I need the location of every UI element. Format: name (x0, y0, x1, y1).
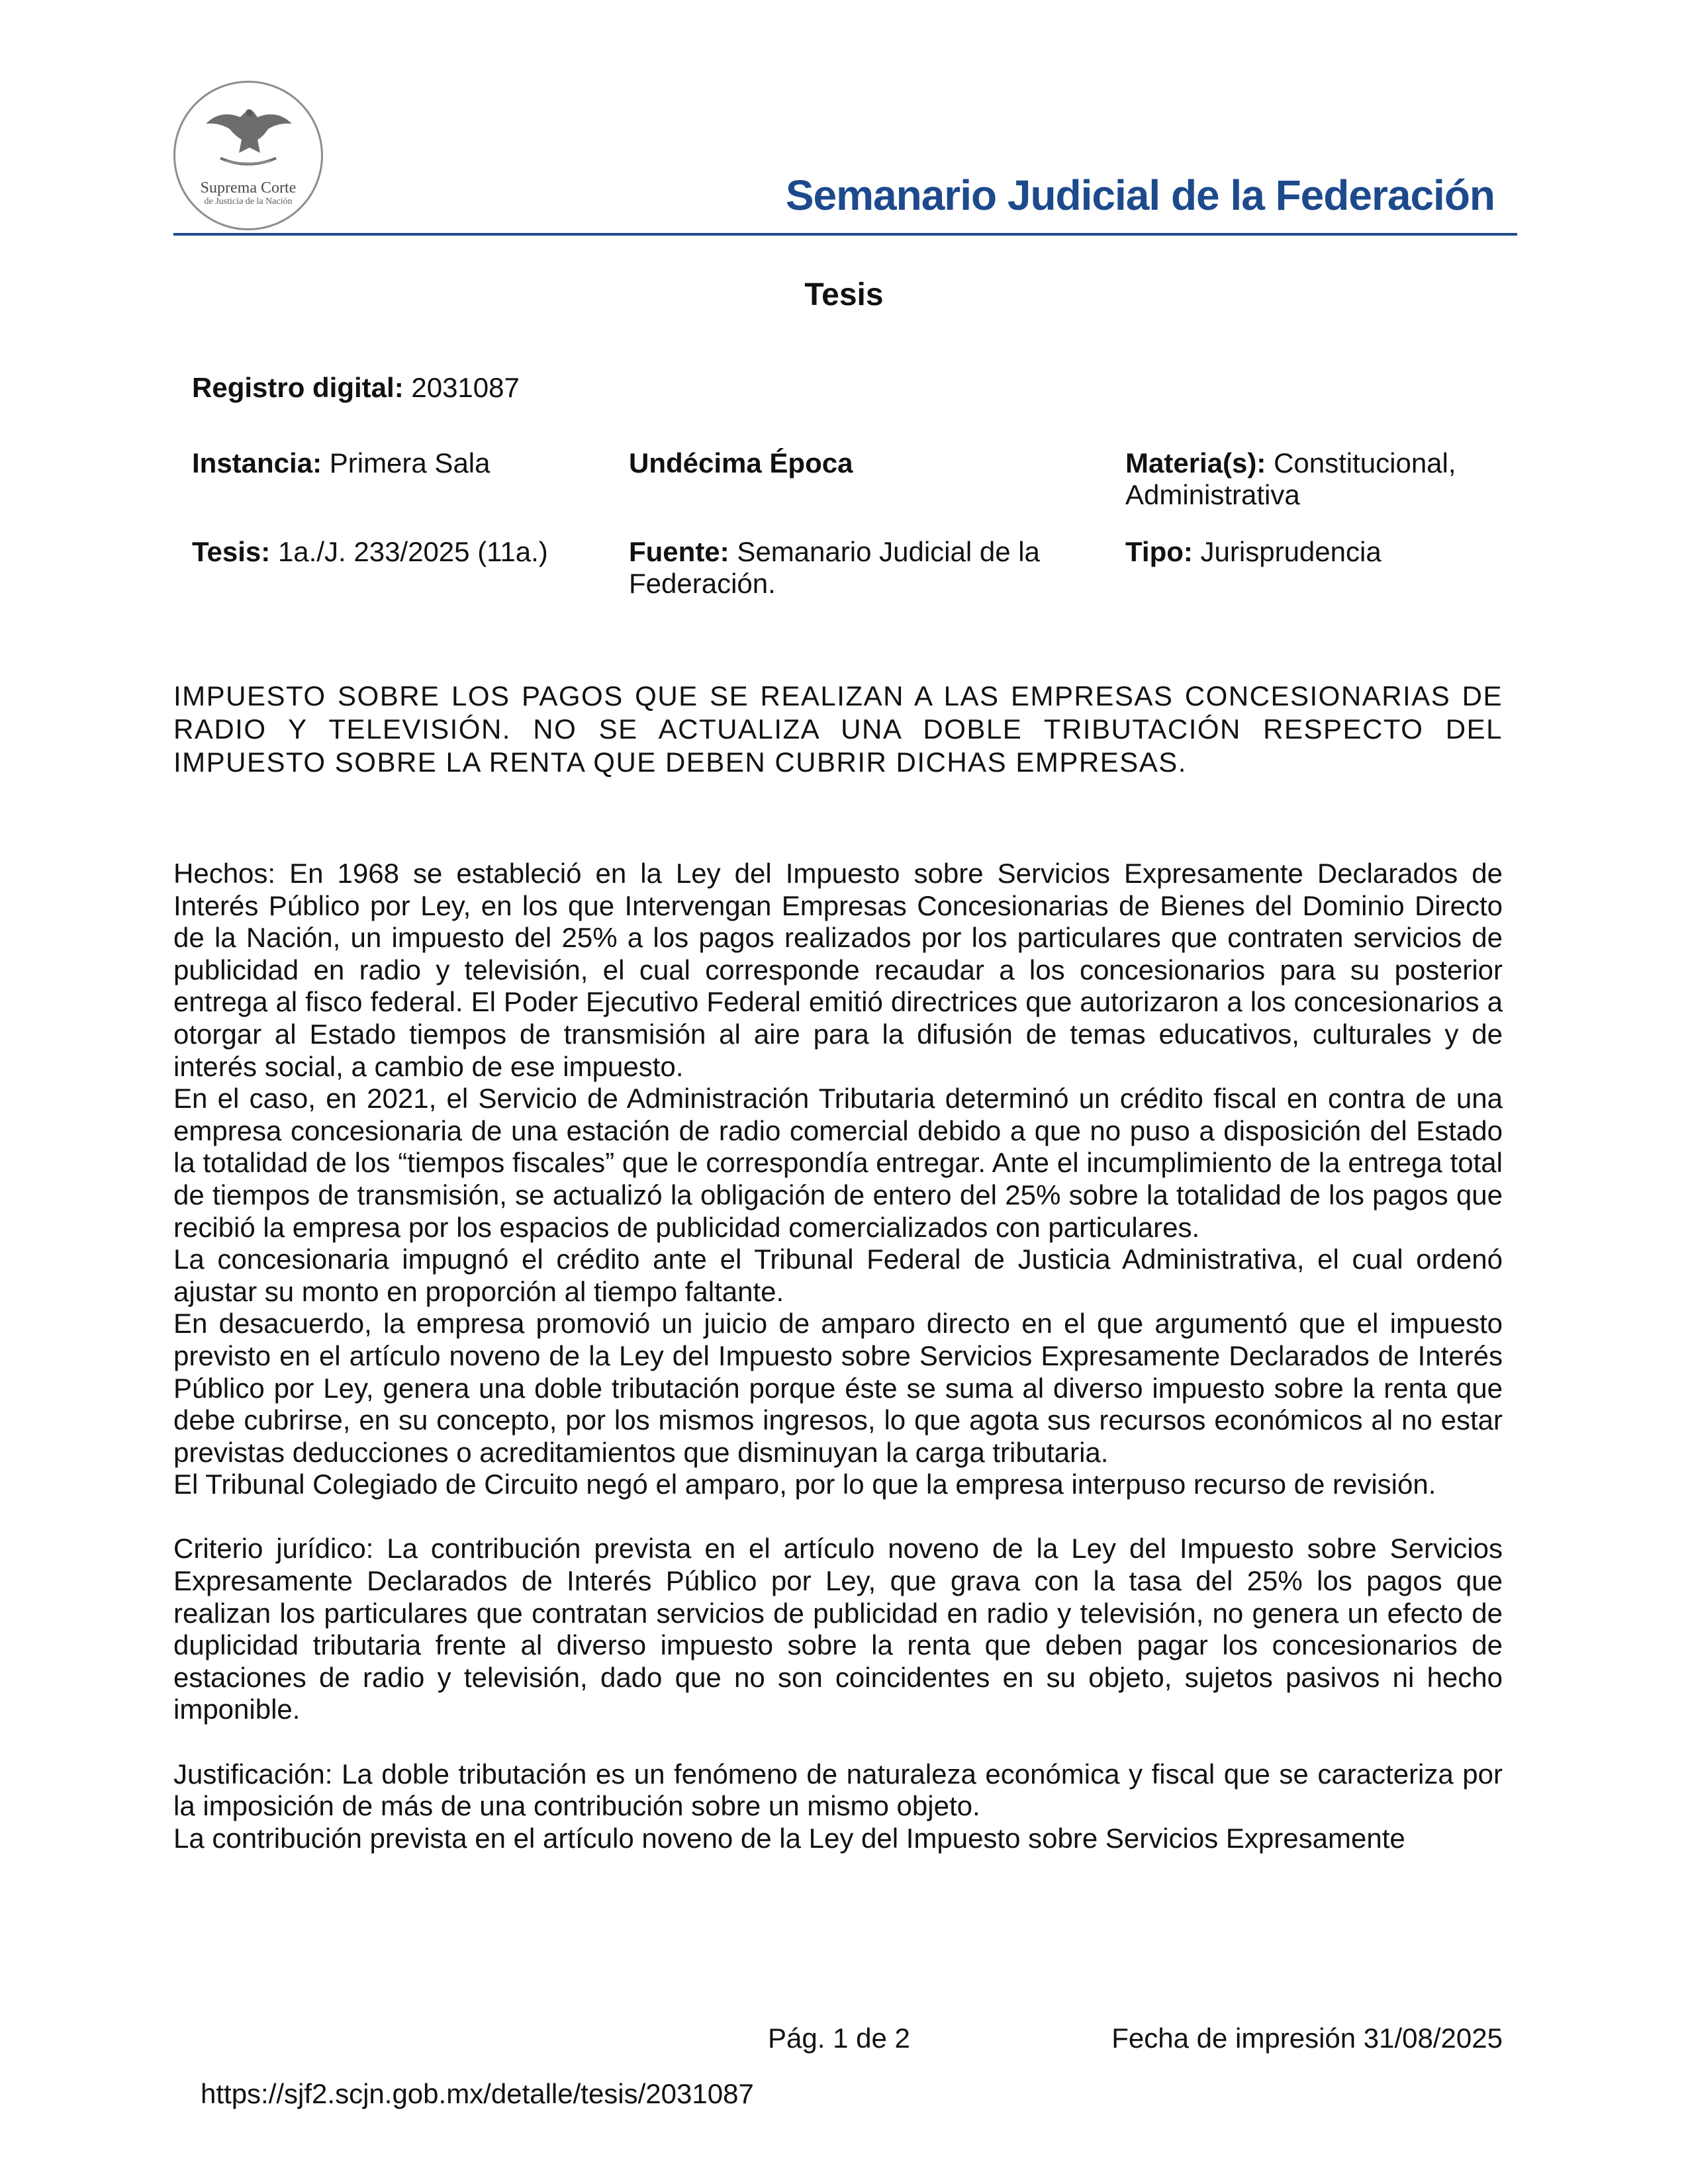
tipo-label: Tipo: (1125, 536, 1193, 567)
tesis-body (173, 858, 1503, 1854)
fuente-label: Fuente: (629, 536, 729, 567)
page-number: Pág. 1 de 2 (768, 2023, 910, 2054)
paragraph-justificacion: Justificación: La doble tributación es un fenómeno de naturaleza económica y fiscal que se caracteriza por la imposición de más de una contribución sobre un mismo objeto. (173, 1758, 1503, 1822)
fuente-value: Semanario Judicial de la Federación. (629, 536, 1040, 599)
tesis-field (192, 536, 548, 568)
registro-value: 2031087 (411, 372, 520, 403)
registro-field (192, 372, 520, 404)
paragraph-impugnacion: La concesionaria impugnó el crédito ante el Tribunal Federal de Justicia Administrativa, el cual ordenó ajustar su monto en proporción al tiempo faltante. (173, 1244, 1503, 1307)
instancia-label: Instancia: (192, 447, 322, 478)
print-date: Fecha de impresión 31/08/2025 (1111, 2023, 1503, 2054)
header-divider (173, 233, 1517, 236)
tesis-value: 1a./J. 233/2025 (11a.) (277, 536, 548, 567)
logo-subtitle: de Justicia de la Nación (204, 197, 293, 206)
materia-label: Materia(s): (1125, 447, 1266, 478)
logo-name: Suprema Corte (200, 179, 297, 197)
materia-field (1125, 447, 1509, 511)
tipo-field (1125, 536, 1382, 568)
document-title: Tesis (804, 277, 884, 312)
tipo-value: Jurisprudencia (1200, 536, 1382, 567)
materia-value: Constitucional, Administrativa (1125, 447, 1456, 510)
paragraph-amparo: En desacuerdo, la empresa promovió un juicio de amparo directo en el que argumentó que el impuesto previsto en el artículo noveno de la Ley del Impuesto sobre Servicios Expresamente Declarados de Interés Público por Ley, genera una doble tributación porque éste se suma al diverso impuesto sobre la renta que debe cubrirse, en su concepto, por los mismos ingresos, lo que agota sus recursos económicos al no estar previstas deducciones o acreditamientos que disminuyan la carga tributaria. (173, 1308, 1503, 1468)
paragraph-contribucion: La contribución prevista en el artículo noveno de la Ley del Impuesto sobre Servicios Expresamente (173, 1822, 1405, 1854)
epoca-value: Undécima Época (629, 447, 853, 478)
scjn-logo (173, 81, 323, 230)
instancia-value: Primera Sala (329, 447, 491, 478)
source-url: https://sjf2.scjn.gob.mx/detalle/tesis/2031087 (201, 2078, 754, 2109)
instancia-field (192, 447, 491, 479)
paragraph-hechos: Hechos: En 1968 se estableció en la Ley del Impuesto sobre Servicios Expresamente Declarados de Interés Público por Ley, en los que Intervengan Empresas Concesionarias de Bienes del Dominio Directo de la Nación, un impuesto del 25% a los pagos realizados por los particulares que contraten servicios de publicidad en radio y televisión, el cual corresponde recaudar a los concesionarios para su posterior entrega al fisco federal. El Poder Ejecutivo Federal emitió directrices que autorizaron a los concesionarios a otorgar al Estado tiempos de transmisión al aire para la difusión de temas educativos, culturales y de interés social, a cambio de ese impuesto. (173, 858, 1503, 1082)
paragraph-caso: En el caso, en 2021, el Servicio de Administración Tributaria determinó un crédito fiscal en contra de una empresa concesionaria de una estación de radio comercial debido a que no puso a disposición del Estado la totalidad de los “tiempos fiscales” que le correspondía entregar. Ante el incumplimiento de la entrega total de tiempos de transmisión, se actualizó la obligación de entero del 25% sobre la totalidad de los pagos que recibió la empresa por los espacios de publicidad comercializados con particulares. (173, 1083, 1503, 1243)
registro-label: Registro digital: (192, 372, 404, 403)
header-title: Semanario Judicial de la Federación (785, 171, 1495, 219)
epoca-field (629, 447, 853, 479)
eagle-emblem-icon (194, 97, 303, 177)
tesis-subject: IMPUESTO SOBRE LOS PAGOS QUE SE REALIZAN A LAS EMPRESAS CONCESIONARIAS DE RADIO Y TELEVISIÓN. NO SE ACTUALIZA UNA DOBLE TRIBUTACIÓN RESPECTO DEL IMPUESTO SOBRE LA RENTA QUE DEBEN CUBRIR DICHAS EMPRESAS. (173, 680, 1503, 778)
fuente-field (629, 536, 1086, 600)
tesis-label: Tesis: (192, 536, 271, 567)
paragraph-tribunal: El Tribunal Colegiado de Circuito negó el amparo, por lo que la empresa interpuso recurso de revisión. (173, 1469, 1436, 1500)
paragraph-criterio: Criterio jurídico: La contribución prevista en el artículo noveno de la Ley del Impuesto sobre Servicios Expresamente Declarados de Interés Público por Ley, que grava con la tasa del 25% los pagos que realizan los particulares que contratan servicios de publicidad en radio y televisión, no genera un efecto de duplicidad tributaria frente al diverso impuesto sobre la renta que deben pagar los concesionarios de estaciones de radio y televisión, dado que no son coincidentes en su objeto, sujetos pasivos ni hecho imponible. (173, 1533, 1503, 1725)
